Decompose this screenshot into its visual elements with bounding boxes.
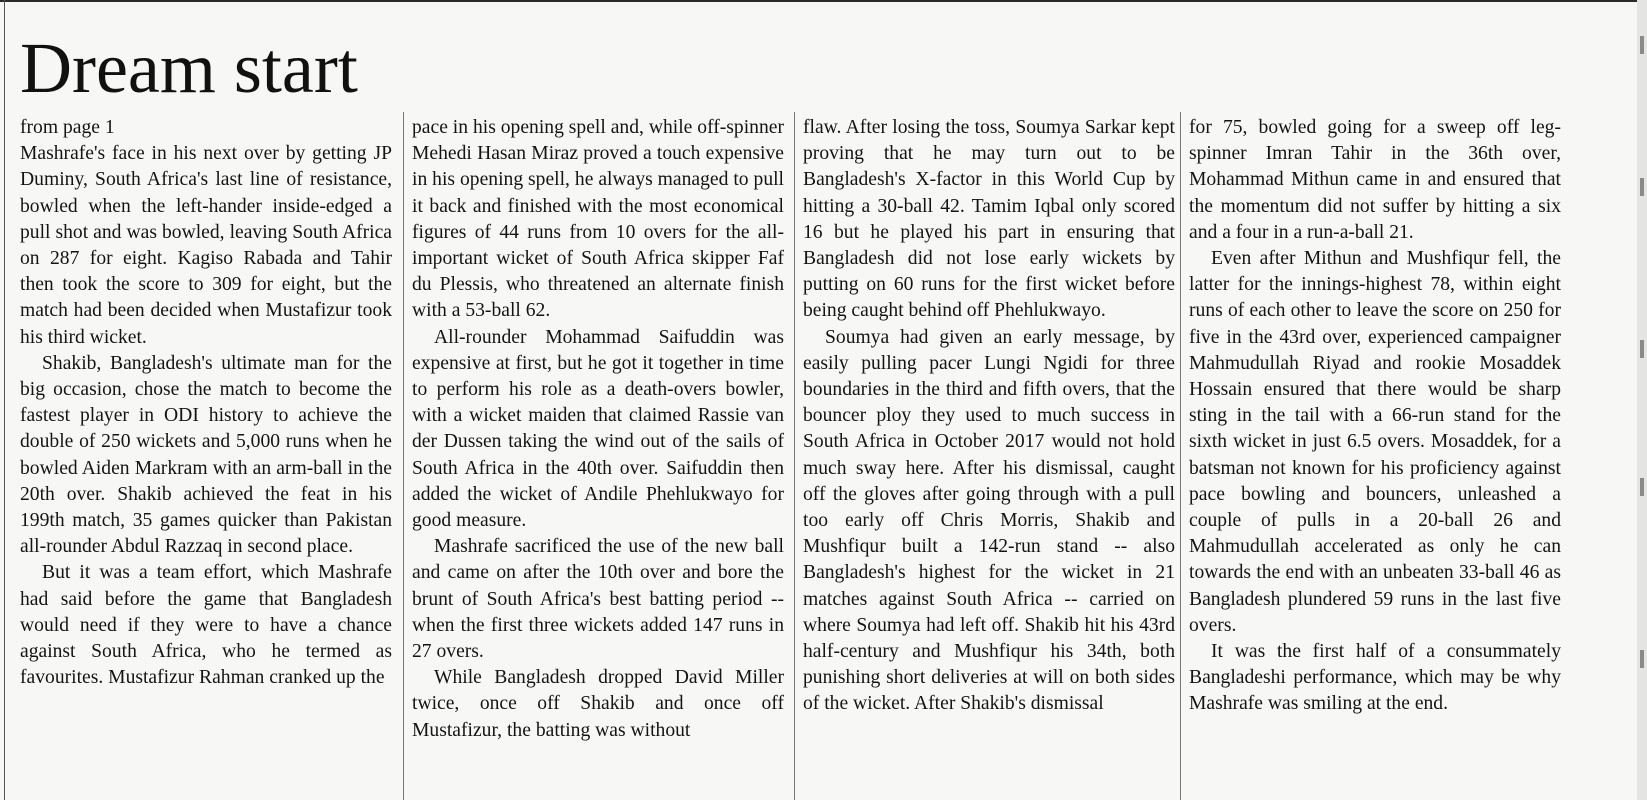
paragraph: pace in his opening spell and, while off-spinner Mehedi Hasan Miraz proved a touch expensive in his opening spell, he always managed to pull it back and finished with the most economical figures of 44 runs from 10 overs for the all-important wicket of South Africa skipper Faf du Plessis, who threatened an alternate finish with a 53-ball 62.	[412, 117, 784, 322]
article-column-1	[20, 115, 392, 691]
article-column-3	[803, 115, 1175, 718]
edge-mark	[1640, 178, 1644, 196]
paragraph: Soumya had given an early message, by easily pulling pacer Lungi Ngidi for three boundaries in the third and fifth overs, that the bouncer ploy they used to much success in South Africa in October 2017 would not hold much sway here. After his dismissal, caught off the gloves after going through with a pull too early off Chris Morris, Shakib and Mushfiqur built a 142-run stand -- also Bangladesh's highest for the wicket in 21 matches against South Africa -- carried on where Soumya had left off. Shakib hit his 43rd half-century and Mushfiqur his 34th, both punishing short deliveries at will on both sides of the wicket. After Shakib's dismissal	[803, 326, 1175, 715]
paragraph: All-rounder Mohammad Saifuddin was expensive at first, but he got it together in time to perform his role as a death-overs bowler, with a wicket maiden that claimed Rassie van der Dussen taking the wind out of the sails of South Africa in the 40th over. Saifuddin then added the wicket of Andile Phehlukwayo for good measure.	[412, 326, 784, 532]
paragraph: It was the first half of a consummately Bangladeshi performance, which may be why Mashrafe was smiling at the end.	[1189, 641, 1561, 715]
article-column-2	[412, 115, 784, 744]
jump-line: from page 1	[20, 117, 115, 138]
paragraph: Mashrafe's face in his next over by getting JP Duminy, South Africa's last line of resistance, bowled when the left-hander inside-edged a pull shot and was bowled, leaving South Africa on 287 for eight. Kagiso Rabada and Tahir then took the score to 309 for eight, but the match had been decided when Mustafizur took his third wicket.	[20, 143, 392, 348]
page-edge-strip	[1637, 0, 1647, 800]
column-divider	[794, 112, 795, 800]
edge-mark	[1640, 650, 1644, 668]
edge-mark	[1640, 36, 1644, 54]
paragraph: But it was a team effort, which Mashrafe had said before the game that Bangladesh would need if they were to have a chance against South Africa, who he termed as favourites. Mustafizur Rahman cranked up the	[20, 562, 392, 689]
left-border-rule	[4, 0, 5, 800]
paragraph: for 75, bowled going for a sweep off leg-spinner Imran Tahir in the 36th over, Mohammad Mithun came in and ensured that the momentum did not suffer by hitting a six and a four in a run-a-ball 21.	[1189, 117, 1561, 243]
column-divider	[1180, 112, 1181, 800]
paragraph: flaw. After losing the toss, Soumya Sarkar kept proving that he may turn out to be Bangladesh's X-factor in this World Cup by hitting a 30-ball 42. Tamim Iqbal only scored 16 but he played his part in ensuring that Bangladesh did not lose early wickets by putting on 60 runs for the first wicket before being caught behind off Phehlukwayo.	[803, 117, 1175, 322]
edge-mark	[1640, 340, 1644, 358]
top-border-rule	[0, 0, 1647, 2]
paragraph: Shakib, Bangladesh's ultimate man for the big occasion, chose the match to become the fastest player in ODI history to achieve the double of 250 wickets and 5,000 runs when he bowled Aiden Markram with an arm-ball in the 20th over. Shakib achieved the feat in his 199th match, 35 games quicker than Pakistan all-rounder Abdul Razzaq in second place.	[20, 352, 392, 558]
paragraph: Even after Mithun and Mushfiqur fell, the latter for the innings-highest 78, within eight runs of each other to leave the score on 250 for five in the 43rd over, experienced campaigner Mahmudullah Riyad and rookie Mosaddek Hossain ensured that there would be sharp sting in the tail with a 66-run stand for the sixth wicket in just 6.5 overs. Mosaddek, for a batsman not known for his proficiency against pace bowling and bouncers, unleashed a couple of pulls in a 20-ball 26 and Mahmudullah accelerated as only he can towards the end with an unbeaten 33-ball 46 as Bangladesh plundered 59 runs in the last five overs.	[1189, 248, 1561, 636]
paragraph: Mashrafe sacrificed the use of the new ball and came on after the 10th over and bore the brunt of South Africa's best batting period -- when the first three wickets added 147 runs in 27 overs.	[412, 536, 784, 663]
paragraph: While Bangladesh dropped David Miller twice, once off Shakib and once off Mustafizur, the batting was without	[412, 667, 784, 741]
column-divider	[403, 112, 404, 800]
headline: Dream start	[20, 28, 358, 108]
article-column-4	[1189, 115, 1561, 718]
edge-mark	[1640, 478, 1644, 496]
